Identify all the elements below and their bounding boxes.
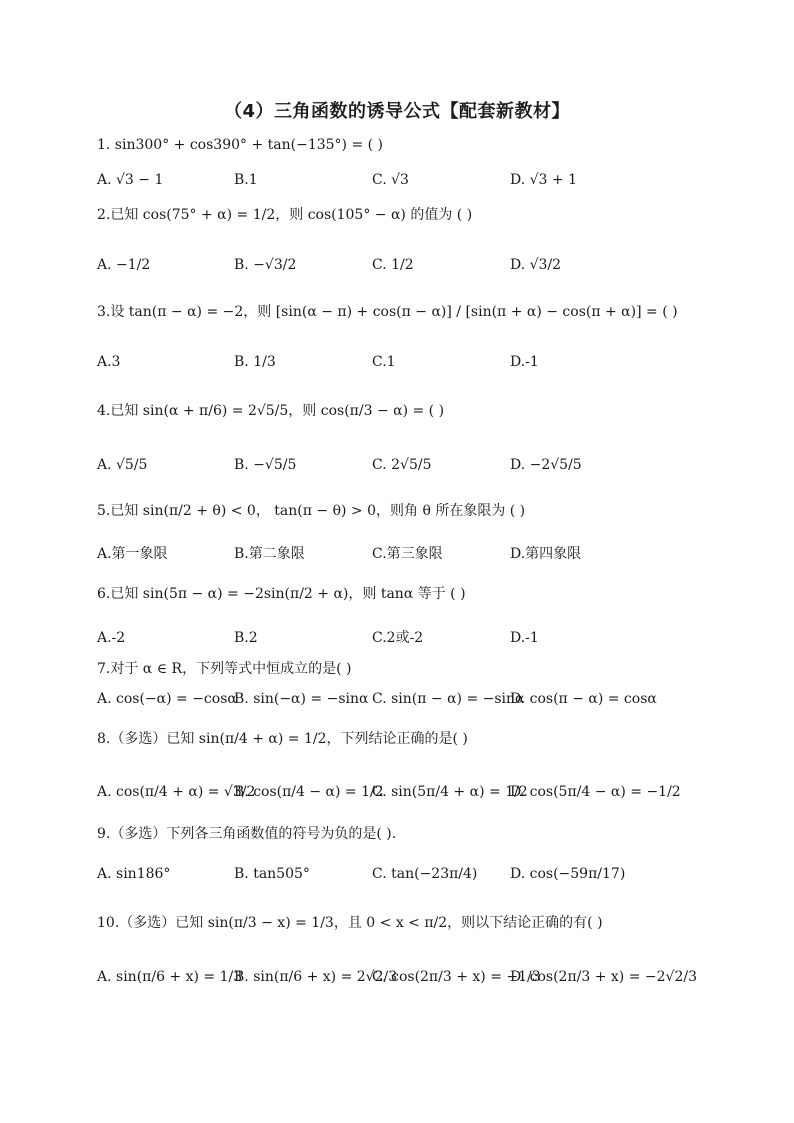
- question-10-option-d: D. cos(2π/3 + x) = −2√2/3: [510, 969, 697, 985]
- question-10-option-b: B. sin(π/6 + x) = 2√2/3: [234, 969, 398, 985]
- question-5-option-b: B.第二象限: [234, 546, 305, 562]
- question-9-option-c: C. tan(−23π/4): [372, 866, 478, 882]
- question-8-stem: 8.（多选）已知 sin(π/4 + α) = 1/2，下列结论正确的是( ): [97, 731, 468, 747]
- worksheet-title: （4）三角函数的诱导公式【配套新教材】: [223, 101, 571, 122]
- question-6-option-c: C.2或-2: [372, 630, 424, 646]
- question-1-option-c: C. √3: [372, 172, 409, 188]
- question-4-option-d: D. −2√5/5: [510, 457, 582, 473]
- question-7-option-b: B. sin(−α) = −sinα: [234, 691, 369, 707]
- question-5-option-a: A.第一象限: [97, 546, 168, 562]
- question-7-option-a: A. cos(−α) = −cosα: [97, 691, 237, 707]
- question-1-option-b: B.1: [234, 172, 258, 188]
- question-8-option-c: C. sin(5π/4 + α) = 1/2: [372, 784, 528, 800]
- question-4-option-c: C. 2√5/5: [372, 457, 432, 473]
- question-8-option-d: D. cos(5π/4 − α) = −1/2: [510, 784, 681, 800]
- question-3-option-d: D.-1: [510, 354, 539, 370]
- question-1-stem: 1. sin300° + cos390° + tan(−135°) = ( ): [97, 137, 384, 153]
- question-3-option-a: A.3: [97, 354, 121, 370]
- question-8-option-a: A. cos(π/4 + α) = √3/2: [97, 784, 256, 800]
- question-9-stem: 9.（多选）下列各三角函数值的符号为负的是( ).: [97, 826, 397, 842]
- question-5-option-c: C.第三象限: [372, 546, 443, 562]
- question-8-option-b: B. cos(π/4 − α) = 1/2: [234, 784, 384, 800]
- question-6-stem: 6.已知 sin(5π − α) = −2sin(π/2 + α)，则 tanα 等于 ( ): [97, 586, 466, 602]
- question-5-option-d: D.第四象限: [510, 546, 582, 562]
- question-7-option-d: D. cos(π − α) = cosα: [510, 691, 657, 707]
- question-9-option-a: A. sin186°: [97, 866, 171, 882]
- question-7-stem: 7.对于 α ∈ R，下列等式中恒成立的是( ): [97, 661, 352, 677]
- question-9-option-d: D. cos(−59π/17): [510, 866, 626, 882]
- question-2-stem: 2.已知 cos(75° + α) = 1/2，则 cos(105° − α) 的值为 ( ): [97, 207, 473, 223]
- question-2-option-b: B. −√3/2: [234, 257, 297, 273]
- question-2-option-d: D. √3/2: [510, 257, 562, 273]
- question-3-option-b: B. 1/3: [234, 354, 276, 370]
- question-6-option-a: A.-2: [97, 630, 126, 646]
- question-10-option-a: A. sin(π/6 + x) = 1/3: [97, 969, 243, 985]
- question-4-option-b: B. −√5/5: [234, 457, 297, 473]
- question-3-option-c: C.1: [372, 354, 396, 370]
- question-6-option-d: D.-1: [510, 630, 539, 646]
- question-3-stem: 3.设 tan(π − α) = −2，则 [sin(α − π) + cos(π − α)] / [sin(π + α) − cos(π + α)] = ( ): [97, 304, 678, 320]
- question-2-option-c: C. 1/2: [372, 257, 414, 273]
- question-4-option-a: A. √5/5: [97, 457, 148, 473]
- question-5-stem: 5.已知 sin(π/2 + θ) < 0， tan(π − θ) > 0，则角 θ 所在象限为 ( ): [97, 503, 526, 519]
- question-1-option-a: A. √3 − 1: [97, 172, 164, 188]
- question-6-option-b: B.2: [234, 630, 258, 646]
- question-10-option-c: C. cos(2π/3 + x) = −1/3: [372, 969, 541, 985]
- question-10-stem: 10.（多选）已知 sin(π/3 − x) = 1/3，且 0 < x < π/2，则以下结论正确的有( ): [97, 915, 603, 931]
- question-1-option-d: D. √3 + 1: [510, 172, 577, 188]
- question-2-option-a: A. −1/2: [97, 257, 151, 273]
- question-4-stem: 4.已知 sin(α + π/6) = 2√5/5，则 cos(π/3 − α) = ( ): [97, 403, 445, 419]
- question-7-option-c: C. sin(π − α) = −sinα: [372, 691, 525, 707]
- question-9-option-b: B. tan505°: [234, 866, 310, 882]
